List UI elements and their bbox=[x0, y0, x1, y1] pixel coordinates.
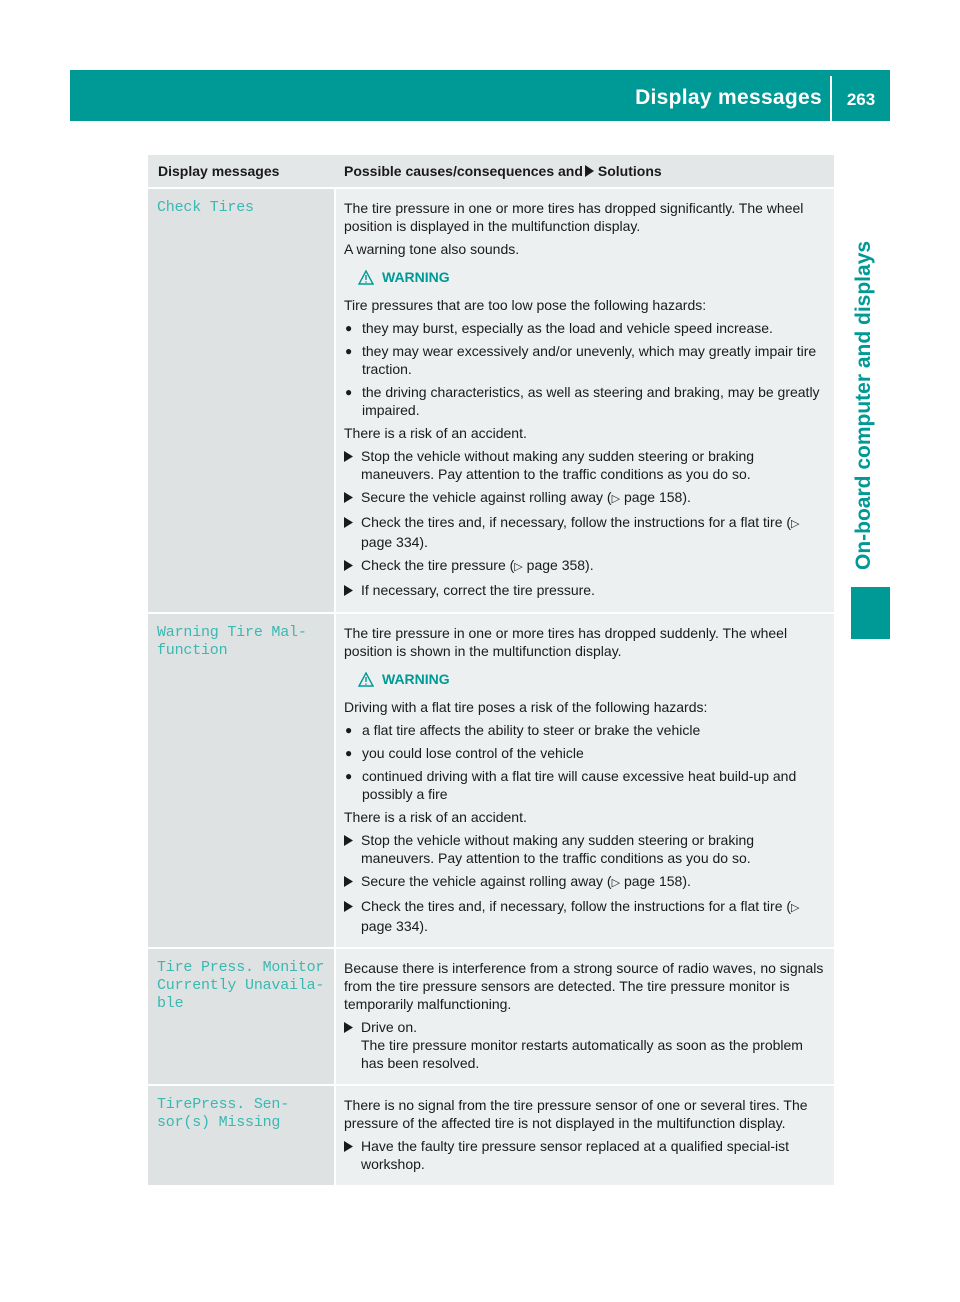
list-item: Stop the vehicle without making any sudden steering or braking maneuvers. Pay attention to the traffic conditions as you do so. bbox=[344, 447, 828, 483]
table-row bbox=[148, 949, 834, 1086]
list-item: ● continued driving with a flat tire will cause excessive heat build-up and possibly a fire bbox=[345, 768, 797, 802]
page-ref-icon: ▷ bbox=[611, 877, 621, 889]
chapter-tab bbox=[838, 140, 890, 570]
page-ref-icon: ▷ bbox=[514, 561, 523, 573]
list-item: Secure the vehicle against rolling away (▷ page 158). bbox=[344, 872, 828, 892]
table-row bbox=[148, 189, 834, 614]
list-item: Check the tire pressure (▷ page 358). bbox=[344, 556, 828, 576]
display-message: Tire Press. Monitor Currently Unavaila‐ ble bbox=[157, 959, 325, 1012]
solution-cell: There is no signal from the tire pressure sensor of one or several tires. The pressure of the affected tire is not displayed in the multifunction display. Have the faulty tire pressure sensor replaced at a qualified special-ist workshop. bbox=[336, 1086, 834, 1185]
step-arrow-icon bbox=[344, 872, 361, 892]
step-arrow-icon bbox=[344, 513, 361, 551]
bullet-icon: ● bbox=[345, 385, 353, 399]
list-item: Check the tires and, if necessary, follow the instructions for a flat tire (▷ page 334). bbox=[344, 897, 828, 935]
list-item: ● a flat tire affects the ability to steer or brake the vehicle bbox=[345, 722, 701, 738]
list-item: Check the tires and, if necessary, follow the instructions for a flat tire (▷ page 334). bbox=[344, 513, 828, 551]
solution-cell: Because there is interference from a strong source of radio waves, no signals from the tire pressure sensors are detected. The tire pressure monitor is temporarily malfunctioning. Drive on. The tire pressure monitor restarts automatically as soon as the problem has been resolved. bbox=[336, 949, 834, 1084]
warning-label: WARNING bbox=[358, 670, 828, 688]
page-reference[interactable]: page 358). bbox=[526, 557, 594, 573]
bullet-icon: ● bbox=[345, 769, 353, 783]
table-row bbox=[148, 614, 834, 949]
bullet-icon: ● bbox=[345, 344, 353, 358]
list-item: ● they may wear excessively and/or unevenly, which may greatly impair tire traction. bbox=[345, 343, 817, 377]
section-title: Display messages bbox=[635, 86, 822, 109]
page-number: 263 bbox=[846, 90, 876, 109]
bullet-icon: ● bbox=[345, 746, 353, 760]
display-messages-table bbox=[148, 155, 834, 1187]
list-item: If necessary, correct the tire pressure. bbox=[344, 581, 828, 600]
solution-cell: The tire pressure in one or more tires has dropped suddenly. The wheel position is shown in the multifunction display. WARNING Driving with a flat tire poses a risk of the following hazards: ● a flat tire affects the ability to steer or brake the vehicle ● you could lose control of the vehicle ● continued driving with a flat tire will cause excessive heat build-up and possibly a fire There is a risk of an accident. Stop the vehicle without making any sudden steering or braking maneuvers. Pay attention to the traffic conditions as you do so. Secure the vehicle against rolling away (▷ page 158). Check the tires and, if necessary, follow the instructions for a flat tire (▷ page 334). bbox=[336, 614, 834, 947]
bullet-icon: ● bbox=[345, 321, 353, 335]
chapter-marker bbox=[851, 587, 890, 639]
warning-triangle-icon bbox=[358, 672, 374, 687]
message-cell bbox=[148, 189, 336, 612]
display-message: TirePress. Sen‐ sor(s) Missing bbox=[157, 1096, 290, 1131]
solution-arrow-icon bbox=[585, 165, 594, 177]
column-header-causes: Possible causes/consequences and Solutions bbox=[344, 163, 662, 179]
step-arrow-icon bbox=[344, 1137, 361, 1173]
step-arrow-icon bbox=[344, 1018, 361, 1072]
list-item: Have the faulty tire pressure sensor replaced at a qualified special-ist workshop. bbox=[344, 1137, 828, 1173]
step-arrow-icon bbox=[344, 581, 361, 600]
step-arrow-icon bbox=[344, 897, 361, 935]
list-item: Drive on. The tire pressure monitor restarts automatically as soon as the problem has been resolved. bbox=[344, 1018, 828, 1072]
page-reference[interactable]: page 158). bbox=[623, 873, 691, 889]
page-reference[interactable]: page 334). bbox=[361, 534, 428, 550]
display-message: Check Tires bbox=[157, 199, 254, 216]
warning-triangle-icon bbox=[358, 270, 374, 285]
list-item: Secure the vehicle against rolling away (▷ page 158). bbox=[344, 488, 828, 508]
bullet-icon: ● bbox=[345, 723, 353, 737]
step-arrow-icon bbox=[344, 556, 361, 576]
list-item: ● they may burst, especially as the load and vehicle speed increase. bbox=[345, 320, 773, 336]
step-arrow-icon bbox=[344, 831, 361, 867]
column-header-messages: Display messages bbox=[158, 163, 280, 179]
page-ref-icon: ▷ bbox=[791, 902, 800, 914]
list-item: Stop the vehicle without making any sudden steering or braking maneuvers. Pay attention to the traffic conditions as you do so. bbox=[344, 831, 828, 867]
display-message: Warning Tire Mal‐ function bbox=[157, 624, 307, 659]
table-row bbox=[148, 1086, 834, 1187]
message-cell bbox=[148, 614, 336, 947]
page-ref-icon: ▷ bbox=[611, 493, 621, 505]
list-item: ● the driving characteristics, as well as steering and braking, may be greatly impaired. bbox=[345, 384, 820, 418]
page-reference[interactable]: page 334). bbox=[361, 918, 428, 934]
table-header bbox=[148, 155, 834, 189]
chapter-title: On-board computer and displays bbox=[852, 240, 875, 570]
step-arrow-icon bbox=[344, 447, 361, 483]
message-cell bbox=[148, 1086, 336, 1185]
message-cell bbox=[148, 949, 336, 1084]
step-arrow-icon bbox=[344, 488, 361, 508]
list-item: ● you could lose control of the vehicle bbox=[345, 745, 584, 761]
solution-cell: The tire pressure in one or more tires has dropped significantly. The wheel position is displayed in the multifunction display. A warning tone also sounds. WARNING Tire pressures that are too low pose the following hazards: ● they may burst, especially as the load and vehicle speed increase. ● they may wear excessively and/or unevenly, which may greatly impair tire traction. ● the driving characteristics, as well as steering and braking, may be greatly impaired. There is a risk of an accident. Stop the vehicle without making any sudden steering or braking maneuvers. Pay attention to the traffic conditions as you do so. Secure the vehicle against rolling away (▷ page 158). Check the tires and, if necessary, follow the instructions for a flat tire (▷ page 334). Check the tire pressure (▷ page 358). If necessary, correct the tire pressure. bbox=[336, 189, 834, 612]
page-header bbox=[70, 70, 890, 121]
page-reference[interactable]: page 158). bbox=[623, 489, 691, 505]
warning-label: WARNING bbox=[358, 268, 828, 286]
page-ref-icon: ▷ bbox=[791, 518, 800, 530]
